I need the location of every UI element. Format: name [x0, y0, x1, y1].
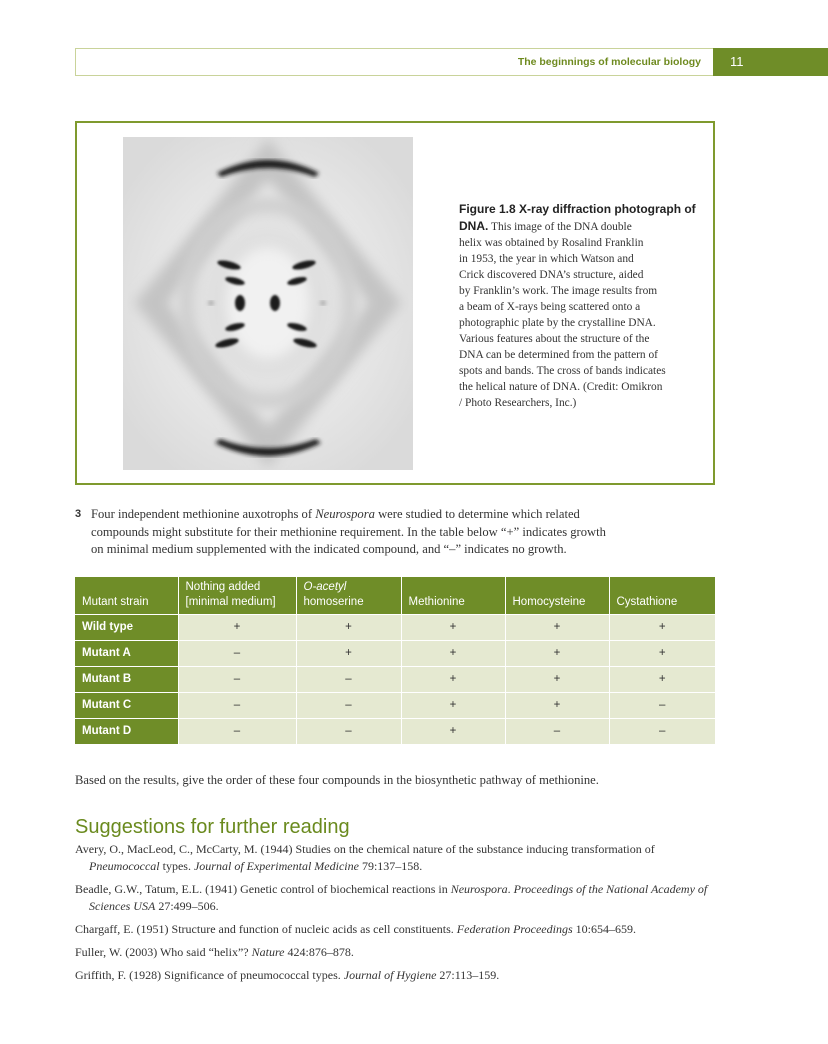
column-header-line: Cystathione: [616, 595, 678, 608]
growth-cell: –: [178, 640, 296, 666]
reference-item: Avery, O., MacLeod, C., McCarty, M. (1944) Studies on the chemical nature of the substance inducing transformation of Pneumococcal types. Journal of Experimental Medicine 79:137–158.: [75, 842, 655, 873]
column-header-line: [minimal medium]: [185, 595, 276, 608]
growth-cell: +: [609, 640, 715, 666]
table-row: [75, 614, 715, 640]
caption-line: Crick discovered DNA’s structure, aided: [459, 269, 644, 281]
growth-cell: +: [401, 692, 505, 718]
growth-cell: –: [296, 692, 401, 718]
caption-line: the helical nature of DNA. (Credit: Omikron: [459, 381, 663, 393]
reference-item: Chargaff, E. (1951) Structure and function of nucleic acids as cell constituents. Federation Proceedings 10:654–659.: [75, 922, 636, 936]
growth-cell: +: [609, 666, 715, 692]
caption-line: helix was obtained by Rosalind Franklin: [459, 237, 644, 249]
column-header-line: homoserine: [303, 595, 364, 608]
figure-caption: [459, 201, 705, 411]
xray-diffraction-image: [123, 137, 413, 470]
growth-cell: –: [609, 692, 715, 718]
growth-cell: –: [505, 718, 609, 744]
question-line: compounds might substitute for their methionine requirement. In the table below “+” indicates growth: [91, 524, 606, 539]
row-label: Mutant C: [75, 692, 178, 718]
growth-cell: +: [296, 640, 401, 666]
row-label: Wild type: [75, 614, 178, 640]
running-header-title: The beginnings of molecular biology: [517, 56, 701, 68]
column-header-line: Methionine: [408, 595, 465, 608]
growth-cell: +: [505, 614, 609, 640]
growth-cell: +: [609, 614, 715, 640]
table-row: [75, 718, 715, 744]
reference-item: Beadle, G.W., Tatum, E.L. (1941) Genetic control of biochemical reactions in Neurospora. Proceedings of the National Academy of Sciences USA 27:499–506.: [75, 882, 708, 913]
caption-line: DNA can be determined from the pattern of: [459, 349, 658, 361]
column-header-line: O-acetyl: [303, 580, 347, 593]
growth-cell: –: [178, 692, 296, 718]
table-body: [75, 614, 715, 744]
column-header: [296, 577, 401, 614]
caption-line: by Franklin’s work. The image results from: [459, 285, 658, 297]
column-header: [609, 577, 715, 614]
table-row: [75, 666, 715, 692]
column-header: [75, 577, 178, 614]
figure-caption-title: Figure 1.8 X-ray diffraction photograph of DNA.: [459, 202, 696, 233]
growth-cell: –: [296, 718, 401, 744]
caption-line: spots and bands. The cross of bands indicates: [459, 365, 666, 377]
column-header: [505, 577, 609, 614]
caption-line: This image of the DNA double: [491, 221, 632, 233]
table-header-row: [75, 577, 715, 614]
table-row: [75, 640, 715, 666]
further-reading-heading: Suggestions for further reading: [75, 816, 350, 838]
xray-diffraction-photo: [123, 137, 413, 470]
reference-list: [75, 841, 717, 990]
question-number: 3: [75, 508, 82, 520]
question-text: [91, 506, 715, 559]
caption-line: a beam of X-rays being scattered onto a: [459, 301, 641, 313]
question-line: Four independent methionine auxotrophs of Neurospora were studied to determine which related: [91, 507, 580, 521]
growth-cell: +: [505, 666, 609, 692]
growth-cell: +: [505, 692, 609, 718]
column-header: [401, 577, 505, 614]
mutant-growth-table: [75, 577, 715, 744]
growth-cell: –: [609, 718, 715, 744]
growth-cell: +: [178, 614, 296, 640]
growth-cell: –: [178, 666, 296, 692]
growth-cell: +: [401, 718, 505, 744]
column-header-line: Homocysteine: [512, 595, 586, 608]
growth-cell: –: [296, 666, 401, 692]
question-3: [75, 506, 715, 559]
column-header-line: Mutant strain: [82, 595, 149, 608]
column-header: [178, 577, 296, 614]
question-line: on minimal medium supplemented with the indicated compound, and “–” indicates no growth.: [91, 542, 567, 556]
growth-cell: +: [401, 666, 505, 692]
figure-box: [75, 121, 715, 485]
row-label: Mutant D: [75, 718, 178, 744]
reference-item: Griffith, F. (1928) Significance of pneumococcal types. Journal of Hygiene 27:113–159.: [75, 968, 500, 982]
growth-cell: +: [401, 640, 505, 666]
table-row: [75, 692, 715, 718]
growth-cell: –: [178, 718, 296, 744]
caption-line: / Photo Researchers, Inc.): [459, 397, 577, 409]
growth-cell: +: [401, 614, 505, 640]
question-prompt: Based on the results, give the order of these four compounds in the biosynthetic pathway of methionine.: [75, 773, 599, 787]
caption-line: Various features about the structure of the: [459, 333, 650, 345]
column-header-line: Nothing added: [185, 580, 261, 593]
row-label: Mutant B: [75, 666, 178, 692]
caption-line: in 1953, the year in which Watson and: [459, 253, 634, 265]
running-header: [75, 48, 713, 76]
row-label: Mutant A: [75, 640, 178, 666]
growth-cell: +: [296, 614, 401, 640]
reference-item: Fuller, W. (2003) Who said “helix”? Nature 424:876–878.: [75, 945, 354, 959]
growth-cell: +: [505, 640, 609, 666]
caption-line: photographic plate by the crystalline DNA.: [459, 317, 656, 329]
page-number: 11: [713, 48, 828, 76]
